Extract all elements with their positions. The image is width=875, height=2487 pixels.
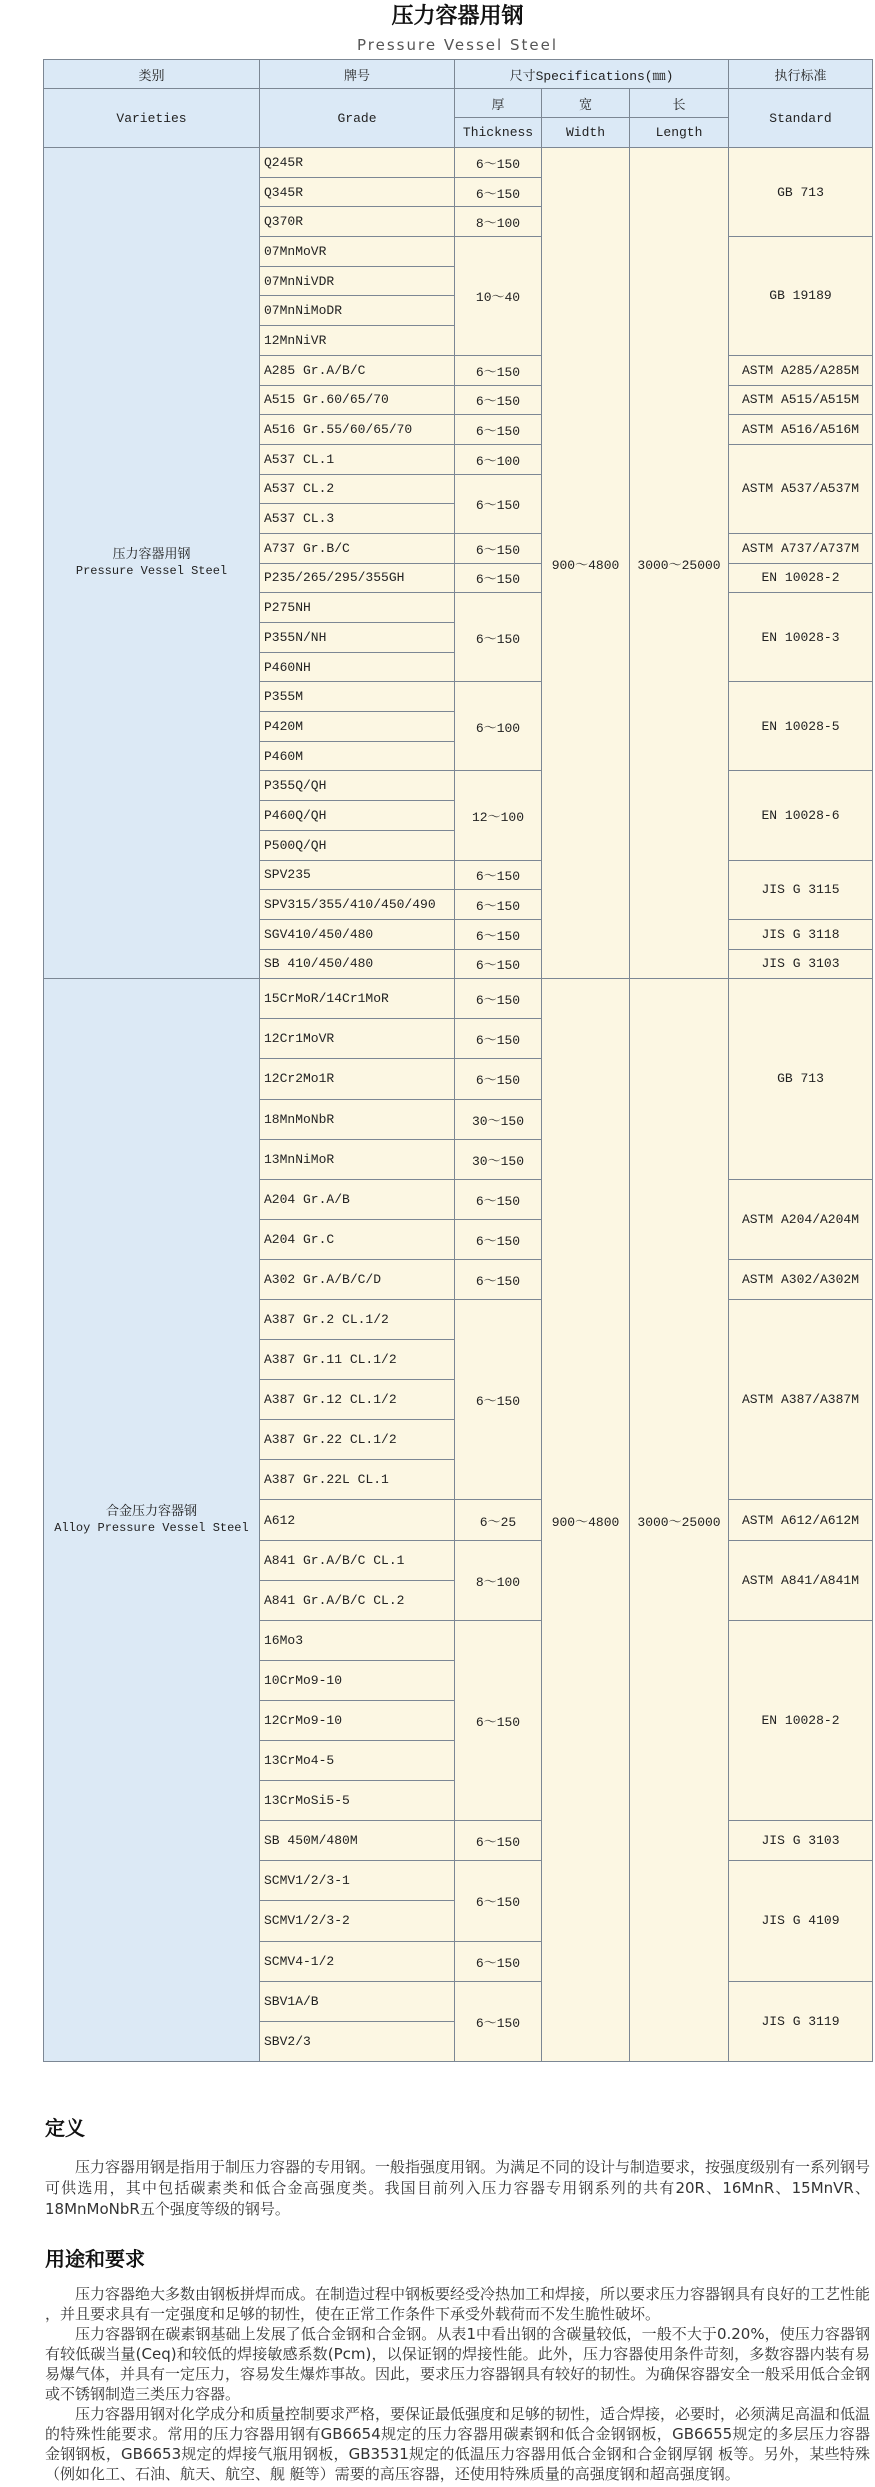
grade-cell: Q345R: [260, 177, 455, 207]
thickness-cell: 6～150: [455, 177, 542, 207]
grade-cell: 12MnNiVR: [260, 326, 455, 356]
grade-cell: SPV315/355/410/450/490: [260, 890, 455, 920]
thickness-cell: 6～150: [455, 385, 542, 415]
paragraph-line: 压力容器绝大多数由钢板拼焊而成。在制造过程中钢板要经受冷热加工和焊接，所以要求压力容器钢具有良好的工艺性能: [75, 2285, 870, 2303]
paragraph-line: 有较低碳当量(Ceq)和较低的焊接敏感系数(Pcm)，以保证钢的焊接性能。此外，压力容器使用条件苛刻，多数容器内装有易: [45, 2345, 870, 2363]
standard-cell: ASTM A737/A737M: [729, 533, 873, 563]
standard-cell: EN 10028-5: [729, 682, 873, 771]
header-size-cn: 尺寸Specifications(㎜): [455, 60, 729, 89]
standard-cell: JIS G 3103: [729, 1821, 873, 1861]
header-standard-en: Standard: [729, 89, 873, 148]
grade-cell: A285 Gr.A/B/C: [260, 355, 455, 385]
grade-cell: P355M: [260, 682, 455, 712]
header-thickness-cn: 厚: [455, 89, 542, 118]
grade-cell: A387 Gr.22 CL.1/2: [260, 1420, 455, 1460]
page-title: 压力容器用钢: [391, 4, 524, 29]
grade-cell: SBV1A/B: [260, 1981, 455, 2021]
standard-cell: GB 713: [729, 148, 873, 237]
thickness-cell: 6～150: [455, 1981, 542, 2061]
standard-cell: ASTM A285/A285M: [729, 355, 873, 385]
paragraph-line: 金钢钢板，GB6653规定的焊接气瓶用钢板，GB3531规定的低温压力容器用低合金钢和合金钢厚钢 板等。另外，某些特殊: [45, 2445, 870, 2463]
standard-cell: JIS G 3119: [729, 1981, 873, 2061]
thickness-cell: 6～100: [455, 682, 542, 771]
grade-cell: P500Q/QH: [260, 830, 455, 860]
paragraph-line: 压力容器钢在碳素钢基础上发展了低合金钢和合金钢。从表1中看出钢的含碳量较低，一般不大于0.20%，使压力容器钢: [75, 2325, 870, 2343]
grade-cell: P420M: [260, 712, 455, 742]
standard-cell: ASTM A537/A537M: [729, 444, 873, 533]
standard-cell: EN 10028-6: [729, 771, 873, 860]
standard-cell: GB 19189: [729, 237, 873, 356]
steel-spec-table: [43, 59, 873, 2062]
grade-cell: 13CrMo4-5: [260, 1741, 455, 1781]
thickness-cell: 6～25: [455, 1500, 542, 1540]
thickness-cell: 12～100: [455, 771, 542, 860]
thickness-cell: 6～150: [455, 1219, 542, 1259]
thickness-cell: 6～150: [455, 1861, 542, 1941]
table-body: [44, 148, 873, 2062]
grade-cell: A387 Gr.2 CL.1/2: [260, 1300, 455, 1340]
grade-cell: 18MnMoNbR: [260, 1099, 455, 1139]
grade-cell: A537 CL.3: [260, 504, 455, 534]
paragraph-line: 易爆气体，并具有一定压力，容易发生爆炸事故。因此，要求压力容器钢具有较好的韧性。为确保容器安全一般采用低合金钢: [45, 2365, 870, 2383]
paragraph-line: 压力容器用钢是指用于制压力容器的专用钢。一般指强度用钢。为满足不同的设计与制造要求，按强度级别有一系列钢号: [75, 2158, 870, 2176]
standard-cell: JIS G 3118: [729, 919, 873, 949]
header-length-en: Length: [630, 118, 729, 148]
thickness-cell: 6～150: [455, 563, 542, 593]
grade-cell: P460NH: [260, 652, 455, 682]
table-row: [44, 148, 873, 178]
grade-cell: SCMV1/2/3-1: [260, 1861, 455, 1901]
grade-cell: A387 Gr.11 CL.1/2: [260, 1340, 455, 1380]
category-name-cn: 压力容器用钢: [112, 547, 191, 563]
standard-cell: ASTM A515/A515M: [729, 385, 873, 415]
thickness-cell: 6～150: [455, 860, 542, 890]
grade-cell: A612: [260, 1500, 455, 1540]
grade-cell: 10CrMo9-10: [260, 1660, 455, 1700]
thickness-cell: 30～150: [455, 1099, 542, 1139]
thickness-cell: 6～150: [455, 890, 542, 920]
definition-paragraph: [45, 2157, 870, 2220]
standard-cell: JIS G 4109: [729, 1861, 873, 1981]
grade-cell: Q370R: [260, 207, 455, 237]
grade-cell: A515 Gr.60/65/70: [260, 385, 455, 415]
paragraph-line: 的特殊性能要求。常用的压力容器用钢有GB6654规定的压力容器用碳素钢和低合金钢钢板，GB6655规定的多层压力容器: [45, 2425, 870, 2443]
standard-cell: GB 713: [729, 979, 873, 1179]
grade-cell: P460Q/QH: [260, 801, 455, 831]
paragraph-line: ，并且要求具有一定强度和足够的韧性，使在正常工作条件下承受外载荷而不发生脆性破坏。: [45, 2305, 661, 2323]
grade-cell: 13MnNiMoR: [260, 1139, 455, 1179]
table-row: [44, 979, 873, 1019]
usage-paragraph: [45, 2284, 870, 2484]
grade-cell: A537 CL.2: [260, 474, 455, 504]
header-standard-cn: 执行标准: [729, 60, 873, 89]
paragraph-line: 可供选用，其中包括碳素类和低合金高强度类。我国目前列入压力容器专用钢系列的共有20R、16MnR、15MnVR、: [45, 2179, 870, 2197]
length-cell: 3000～25000: [630, 979, 729, 2062]
grade-cell: SGV410/450/480: [260, 919, 455, 949]
category-name-en: Alloy Pressure Vessel Steel: [54, 1521, 249, 1536]
standard-cell: ASTM A387/A387M: [729, 1300, 873, 1500]
standard-cell: ASTM A204/A204M: [729, 1179, 873, 1259]
grade-cell: 15CrMoR/14Cr1MoR: [260, 979, 455, 1019]
grade-cell: SBV2/3: [260, 2021, 455, 2061]
thickness-cell: 6～150: [455, 148, 542, 178]
grade-cell: 12Cr1MoVR: [260, 1019, 455, 1059]
header-grade-cn: 牌号: [260, 60, 455, 89]
thickness-cell: 6～150: [455, 1259, 542, 1299]
thickness-cell: 6～150: [455, 355, 542, 385]
grade-cell: A387 Gr.12 CL.1/2: [260, 1380, 455, 1420]
grade-cell: A537 CL.1: [260, 444, 455, 474]
thickness-cell: 6～150: [455, 1941, 542, 1981]
thickness-cell: 6～150: [455, 979, 542, 1019]
header-thickness-en: Thickness: [455, 118, 542, 148]
category-cell: [44, 979, 260, 2062]
category-name-en: Pressure Vessel Steel: [75, 564, 228, 579]
thickness-cell: 6～150: [455, 1620, 542, 1820]
length-cell: 3000～25000: [630, 148, 729, 979]
category-cell: [44, 148, 260, 979]
grade-cell: A737 Gr.B/C: [260, 533, 455, 563]
header-width-en: Width: [542, 118, 630, 148]
grade-cell: P460M: [260, 741, 455, 771]
grade-cell: P275NH: [260, 593, 455, 623]
header-row: [44, 89, 873, 118]
paragraph-line: 压力容器用钢对化学成分和质量控制要求严格，要保证最低强度和足够的韧性，适合焊接，必要时，必须满足高温和低温: [75, 2405, 870, 2423]
grade-cell: SB 410/450/480: [260, 949, 455, 979]
header-grade-en: Grade: [260, 89, 455, 148]
grade-cell: P235/265/295/355GH: [260, 563, 455, 593]
category-name-cn: 合金压力容器钢: [105, 1504, 197, 1520]
header-width-cn: 宽: [542, 89, 630, 118]
thickness-cell: 8～100: [455, 1540, 542, 1620]
grade-cell: A204 Gr.C: [260, 1219, 455, 1259]
grade-cell: 07MnNiMoDR: [260, 296, 455, 326]
grade-cell: A302 Gr.A/B/C/D: [260, 1259, 455, 1299]
grade-cell: 16Mo3: [260, 1620, 455, 1660]
standard-cell: JIS G 3115: [729, 860, 873, 919]
definition-heading: 定义: [45, 2116, 85, 2140]
thickness-cell: 6～150: [455, 919, 542, 949]
grade-cell: P355Q/QH: [260, 771, 455, 801]
width-cell: 900～4800: [542, 979, 630, 2062]
grade-cell: 07MnMoVR: [260, 237, 455, 267]
standard-cell: ASTM A841/A841M: [729, 1540, 873, 1620]
grade-cell: SCMV1/2/3-2: [260, 1901, 455, 1941]
thickness-cell: 6～150: [455, 533, 542, 563]
thickness-cell: 30～150: [455, 1139, 542, 1179]
grade-cell: SB 450M/480M: [260, 1821, 455, 1861]
usage-heading: 用途和要求: [45, 2247, 145, 2271]
standard-cell: EN 10028-3: [729, 593, 873, 682]
grade-cell: 07MnNiVDR: [260, 266, 455, 296]
standard-cell: JIS G 3103: [729, 949, 873, 979]
standard-cell: EN 10028-2: [729, 1620, 873, 1820]
grade-cell: A516 Gr.55/60/65/70: [260, 415, 455, 445]
header-variety-en: Varieties: [44, 89, 260, 148]
thickness-cell: 6～100: [455, 444, 542, 474]
standard-cell: ASTM A302/A302M: [729, 1259, 873, 1299]
grade-cell: SPV235: [260, 860, 455, 890]
grade-cell: 13CrMoSi5-5: [260, 1781, 455, 1821]
grade-cell: A841 Gr.A/B/C CL.1: [260, 1540, 455, 1580]
grade-cell: Q245R: [260, 148, 455, 178]
thickness-cell: 6～150: [455, 415, 542, 445]
thickness-cell: 10～40: [455, 237, 542, 356]
table-header: [44, 60, 873, 148]
thickness-cell: 6～150: [455, 949, 542, 979]
thickness-cell: 6～150: [455, 593, 542, 682]
paragraph-line: 或不锈钢制造三类压力容器。: [45, 2385, 241, 2403]
standard-cell: ASTM A516/A516M: [729, 415, 873, 445]
header-variety-cn: 类别: [44, 60, 260, 89]
thickness-cell: 6～150: [455, 1059, 542, 1099]
standard-cell: ASTM A612/A612M: [729, 1500, 873, 1540]
grade-cell: A841 Gr.A/B/C CL.2: [260, 1580, 455, 1620]
thickness-cell: 6～150: [455, 1179, 542, 1219]
grade-cell: A387 Gr.22L CL.1: [260, 1460, 455, 1500]
page-subtitle: Pressure Vessel Steel: [357, 36, 558, 54]
header-row: [44, 60, 873, 89]
paragraph-line: 18MnMoNbR五个强度等级的钢号。: [45, 2200, 290, 2218]
grade-cell: A204 Gr.A/B: [260, 1179, 455, 1219]
thickness-cell: 6～150: [455, 474, 542, 533]
grade-cell: SCMV4-1/2: [260, 1941, 455, 1981]
header-length-cn: 长: [630, 89, 729, 118]
thickness-cell: 6～150: [455, 1821, 542, 1861]
grade-cell: 12CrMo9-10: [260, 1700, 455, 1740]
grade-cell: 12Cr2Mo1R: [260, 1059, 455, 1099]
grade-cell: P355N/NH: [260, 623, 455, 653]
standard-cell: EN 10028-2: [729, 563, 873, 593]
thickness-cell: 8～100: [455, 207, 542, 237]
thickness-cell: 6～150: [455, 1019, 542, 1059]
paragraph-line: （例如化工、石油、航天、航空、舰 艇等）需要的高压容器，还使用特殊质量的高强度钢和超高强度钢。: [45, 2465, 740, 2483]
thickness-cell: 6～150: [455, 1300, 542, 1500]
width-cell: 900～4800: [542, 148, 630, 979]
